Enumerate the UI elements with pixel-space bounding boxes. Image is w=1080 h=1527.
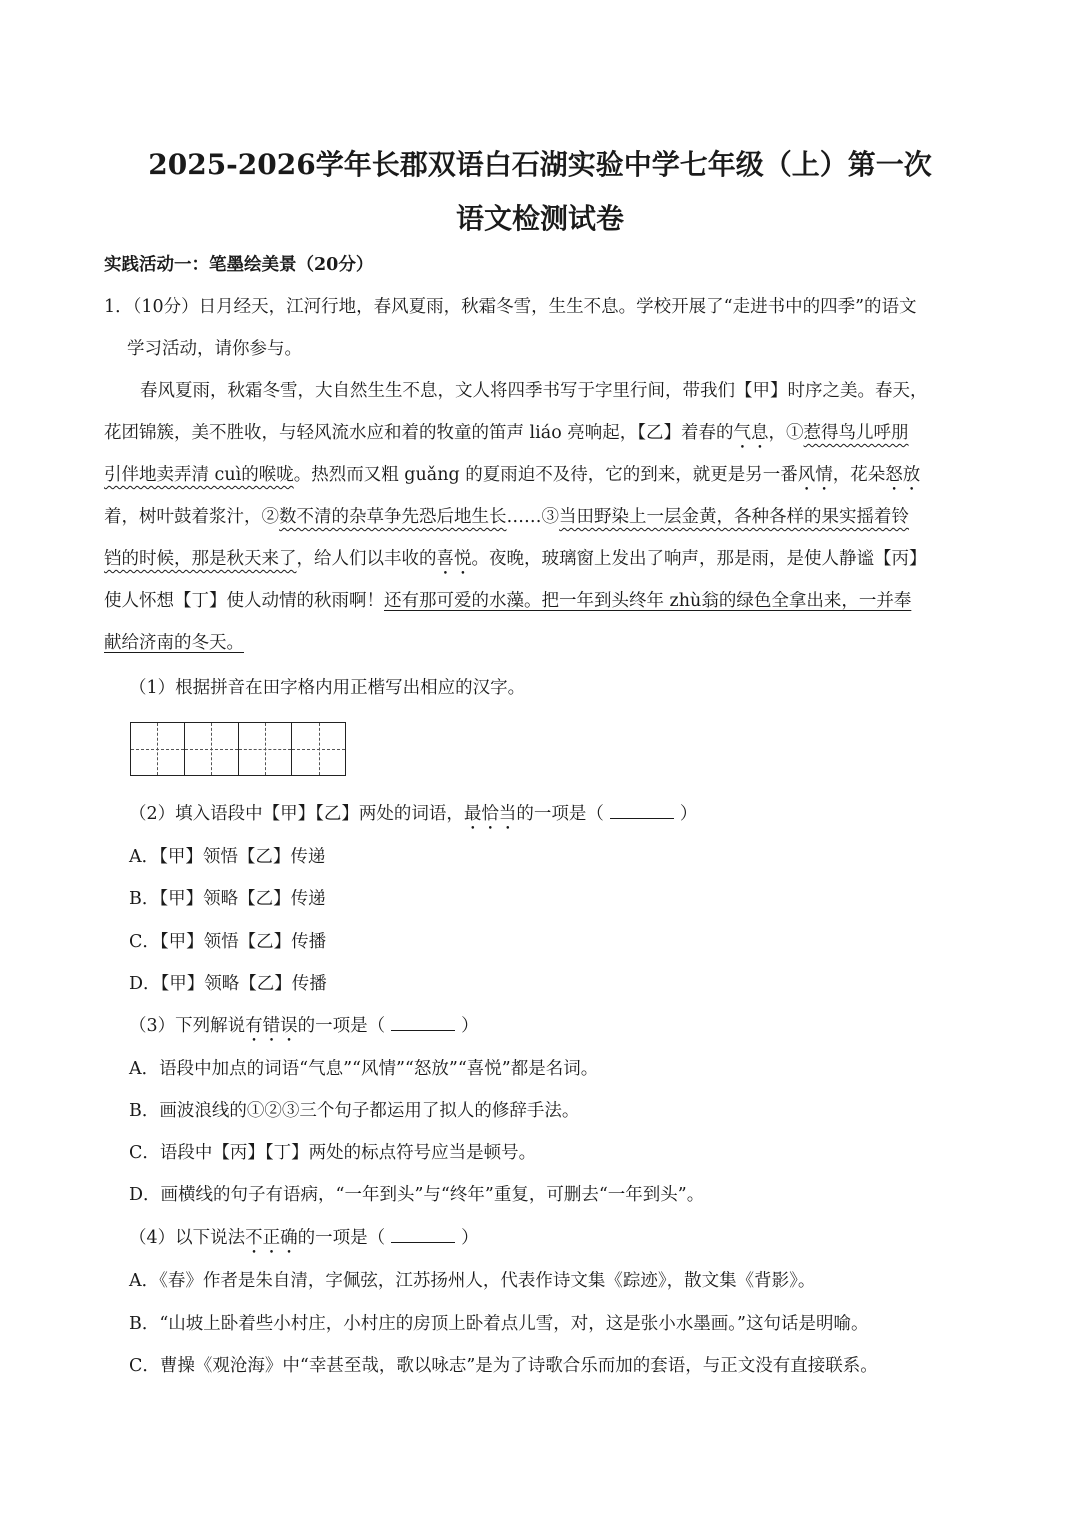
passage-line3 bbox=[104, 463, 920, 495]
tianzige-grid[interactable] bbox=[130, 722, 346, 776]
passage-text: ，① bbox=[768, 423, 804, 443]
wavy-sentence-1-cont: 引伴地卖弄清 cuì的喉咙 bbox=[104, 465, 294, 485]
passage-text: 。热烈而又粗 guǎng 的夏雨迫不及待，它的到来，就更是另一番 bbox=[293, 465, 798, 485]
passage-text: 花团锦簇，美不胜收，与轻风流水应和着的牧童的笛声 liáo 亮响起，【乙】着春的 bbox=[104, 423, 734, 443]
sub1-prompt: （1）根据拼音在田字格内用正楷写出相应的汉字。 bbox=[129, 678, 526, 698]
wavy-sentence-3: 当田野染上一层金黄，各种各样的果实摇着铃 bbox=[559, 507, 909, 527]
passage-line4 bbox=[104, 505, 909, 529]
sub2-option-b: B．【甲】领略【乙】传递 bbox=[129, 889, 326, 909]
sub4-option-a: A．《春》作者是朱自清，字佩弦，江苏扬州人，代表作诗文集《踪迹》，散文集《背影》。 bbox=[129, 1271, 816, 1291]
sub3-option-a: A．语段中加点的词语“气息”“风情”“怒放”“喜悦”都是名词。 bbox=[129, 1059, 599, 1079]
dotted-word-nufang: 怒放 bbox=[885, 465, 921, 485]
passage-line5 bbox=[104, 547, 927, 579]
exam-title-line1: 2025-2026学年长郡双语白石湖实验中学七年级（上）第一次 bbox=[148, 148, 932, 181]
emphasis-text: 不正确 bbox=[245, 1228, 298, 1248]
sub2-option-d: D．【甲】领略【乙】传播 bbox=[129, 974, 327, 994]
emphasis-text: 最恰当 bbox=[463, 804, 517, 824]
passage-line1: 春风夏雨，秋霜冬雪，大自然生生不息，文人将四季书写于字里行间，带我们【甲】时序之美。春天， bbox=[140, 381, 928, 401]
prompt-text: ） bbox=[461, 1016, 479, 1036]
answer-blank[interactable] bbox=[610, 800, 674, 819]
prompt-text: 的一项是（ bbox=[297, 1228, 386, 1248]
answer-blank[interactable] bbox=[391, 1224, 455, 1243]
answer-blank[interactable] bbox=[391, 1012, 455, 1031]
section-heading: 实践活动一：笔墨绘美景（20分） bbox=[104, 255, 374, 275]
q1-intro-line2: 学习活动，请你参与。 bbox=[127, 339, 302, 359]
sub2-prompt bbox=[129, 800, 697, 834]
tianzige-cell[interactable] bbox=[292, 723, 345, 775]
prompt-text: （3）下列解说 bbox=[129, 1016, 246, 1036]
dotted-word-qixi: 气息 bbox=[733, 423, 769, 443]
exam-title-line2: 语文检测试卷 bbox=[455, 202, 624, 235]
sub3-option-c: C．语段中【丙】【丁】两处的标点符号应当是顿号。 bbox=[129, 1143, 537, 1163]
sub2-option-c: C．【甲】领悟【乙】传播 bbox=[129, 932, 327, 952]
wavy-sentence-3-cont: 铛的时候，那是秋天来了 bbox=[104, 549, 297, 569]
prompt-text: 的一项是（ bbox=[297, 1016, 386, 1036]
passage-text: ，给人们以丰收的 bbox=[296, 549, 437, 569]
passage-line6 bbox=[104, 589, 911, 613]
underlined-sentence-cont: 献给济南的冬天。 bbox=[104, 633, 244, 653]
sub4-option-c: C．曹操《观沧海》中“幸甚至哉，歌以咏志”是为了诗歌合乐而加的套语，与正文没有直接联系。 bbox=[129, 1356, 878, 1376]
passage-text: ……③ bbox=[506, 507, 559, 527]
passage-line2 bbox=[104, 421, 909, 453]
prompt-text: （2）填入语段中【甲】【乙】两处的词语， bbox=[129, 804, 464, 824]
sub2-option-a: A．【甲】领悟【乙】传递 bbox=[129, 847, 326, 867]
prompt-text: （4）以下说法 bbox=[129, 1228, 246, 1248]
prompt-text: ） bbox=[461, 1228, 479, 1248]
passage-text: ，花朵 bbox=[832, 465, 886, 485]
tianzige-cell[interactable] bbox=[185, 723, 239, 775]
passage-text: 使人怀想【丁】使人动情的秋雨啊！ bbox=[104, 591, 384, 611]
passage-line7 bbox=[104, 631, 244, 655]
sub4-prompt bbox=[129, 1224, 479, 1258]
sub4-option-b: B．“山坡上卧着些小村庄，小村庄的房顶上卧着点儿雪，对，这是张小水墨画。”这句话是明喻。 bbox=[129, 1314, 869, 1334]
passage-text: 。夜晚，玻璃窗上发出了响声，那是雨，是使人静谧【丙】 bbox=[471, 549, 927, 569]
tianzige-cell[interactable] bbox=[239, 723, 293, 775]
dotted-word-xiyue: 喜悦 bbox=[436, 549, 472, 569]
sub3-prompt bbox=[129, 1012, 479, 1046]
emphasis-text: 有错误 bbox=[245, 1016, 298, 1036]
tianzige-cell[interactable] bbox=[131, 723, 185, 775]
prompt-text: ） bbox=[679, 804, 698, 824]
underlined-sentence: 还有那可爱的水藻。把一年到头终年 zhù翁的绿色全拿出来，一并奉 bbox=[384, 591, 912, 611]
q1-intro-line1: 1．（10分）日月经天，江河行地，春风夏雨，秋霜冬雪，生生不息。学校开展了“走进书中的四季”的语文 bbox=[104, 297, 917, 317]
sub3-option-d: D．画横线的句子有语病，“一年到头”与“终年”重复，可删去“一年到头”。 bbox=[129, 1185, 705, 1205]
wavy-sentence-2: 数不清的杂草争先恐后地生长 bbox=[279, 507, 507, 527]
sub3-option-b: B．画波浪线的①②③三个句子都运用了拟人的修辞手法。 bbox=[129, 1101, 580, 1121]
wavy-sentence-1: 惹得鸟儿呼朋 bbox=[803, 423, 909, 443]
dotted-word-fengqing: 风情 bbox=[797, 465, 833, 485]
passage-text: 着，树叶鼓着浆汁，② bbox=[104, 507, 279, 527]
prompt-text: 的一项是（ bbox=[516, 804, 604, 824]
